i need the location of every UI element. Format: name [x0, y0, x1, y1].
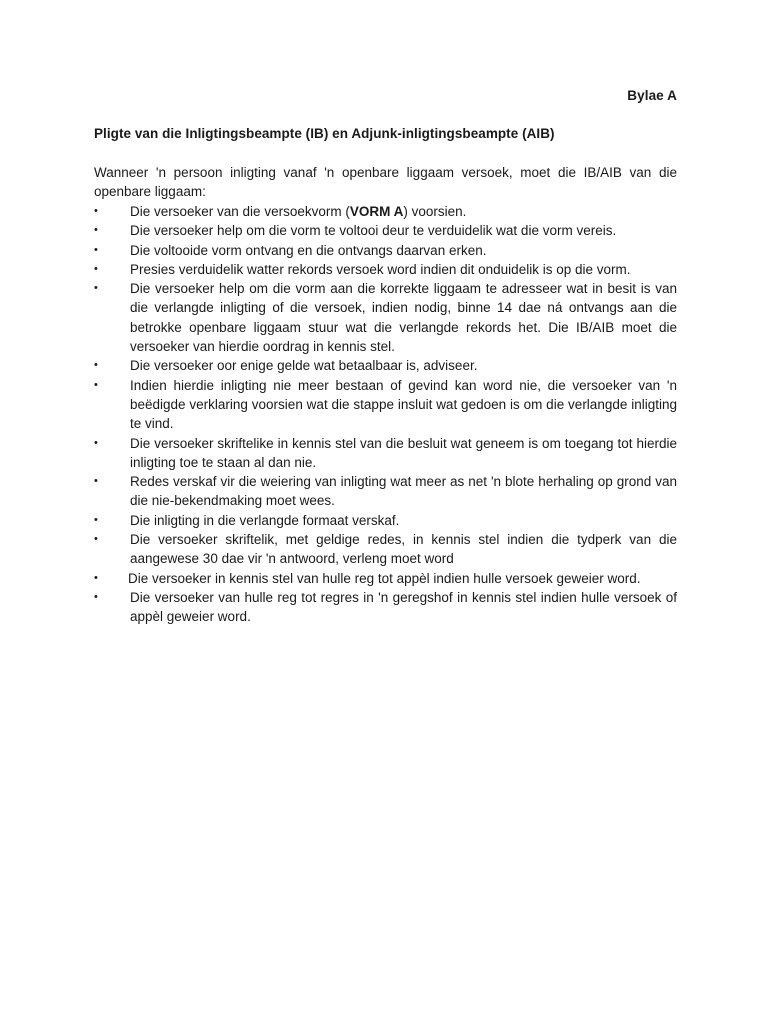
bullet-icon: • [94, 359, 98, 372]
bullet-icon: • [94, 205, 98, 217]
list-item [94, 588, 677, 627]
list-item [94, 202, 677, 221]
list-item-text: Die versoeker oor enige gelde wat betaalbaar is, adviseer. [130, 358, 478, 374]
bullet-icon: • [94, 590, 98, 603]
list-item-text-end: ) voorsien. [403, 204, 467, 219]
bullet-icon: • [94, 378, 98, 391]
list-item-text: Die versoeker help om die vorm aan die korrekte liggaam te adresseer wat in besit is van die verlangde inligting of die versoek, indien nodig, binne 14 dae ná ontvangs aan die betrokke openbare liggaam stuur wat die verlangde rekords het. Die IB/AIB moet die versoeker van hierdie oordrag in kennis stel. [130, 281, 677, 355]
bullet-icon: • [94, 571, 98, 584]
list-item [94, 569, 677, 588]
list-item-text-start: Die versoeker van die versoekvorm ( [130, 204, 350, 219]
bullet-icon: • [94, 513, 98, 526]
list-item [94, 511, 677, 530]
document-heading: Pligte van die Inligtingsbeampte (IB) en Adjunk-inligtingsbeampte (AIB) [94, 126, 555, 141]
list-item-text: Die versoeker van hulle reg tot regres in 'n geregshof in kennis stel indien hulle versoek of appèl geweier word. [130, 589, 677, 625]
bullet-icon: • [94, 243, 98, 256]
list-item [94, 221, 677, 240]
list-item [94, 241, 677, 260]
list-item [94, 376, 677, 434]
annex-label: Bylae A [627, 88, 677, 103]
list-item-text: Redes verskaf vir die weiering van inligting wat meer as net 'n blote herhaling op grond van die nie-bekendmaking moet wees. [130, 474, 677, 509]
list-item-text: Presies verduidelik watter rekords versoek word indien dit onduidelik is op die vorm. [130, 261, 631, 277]
list-item-text: Die versoeker skriftelik, met geldige redes, in kennis stel indien die tydperk van die aangewese 30 dae vir 'n antwoord, verleng moet word [130, 532, 677, 567]
duties-list [94, 202, 677, 627]
bullet-icon: • [94, 533, 98, 546]
bullet-icon: • [94, 282, 98, 295]
list-item [94, 472, 677, 511]
list-item [94, 279, 677, 356]
bullet-icon: • [94, 436, 98, 449]
list-item-text: Die versoeker in kennis stel van hulle reg tot appèl indien hulle versoek geweier word. [128, 570, 641, 586]
list-item-text: Die inligting in die verlangde formaat verskaf. [130, 512, 400, 528]
list-item [94, 260, 677, 279]
list-item [94, 434, 677, 473]
bullet-icon: • [94, 475, 98, 488]
list-item-text: Indien hierdie inligting nie meer bestaan of gevind kan word nie, die versoeker van 'n beëdigde verklaring voorsien wat die stappe insluit wat gedoen is om die verlangde inligting te vind. [130, 377, 677, 432]
bullet-icon: • [94, 224, 98, 237]
list-item-text: Die versoeker help om die vorm te voltooi deur te verduidelik wat die vorm vereis. [130, 223, 617, 239]
form-a-label: VORM A [349, 204, 404, 219]
bullet-icon: • [94, 262, 98, 275]
list-item [94, 356, 677, 375]
intro-paragraph: Wanneer 'n persoon inligting vanaf 'n openbare liggaam versoek, moet die IB/AIB van die openbare liggaam: [94, 165, 677, 200]
list-item-text: Die voltooide vorm ontvang en die ontvangs daarvan erken. [130, 242, 487, 258]
list-item-text: Die versoeker skriftelike in kennis stel van die besluit wat geneem is om toegang tot hierdie inligting toe te staan al dan nie. [130, 435, 677, 470]
list-item [94, 530, 677, 569]
